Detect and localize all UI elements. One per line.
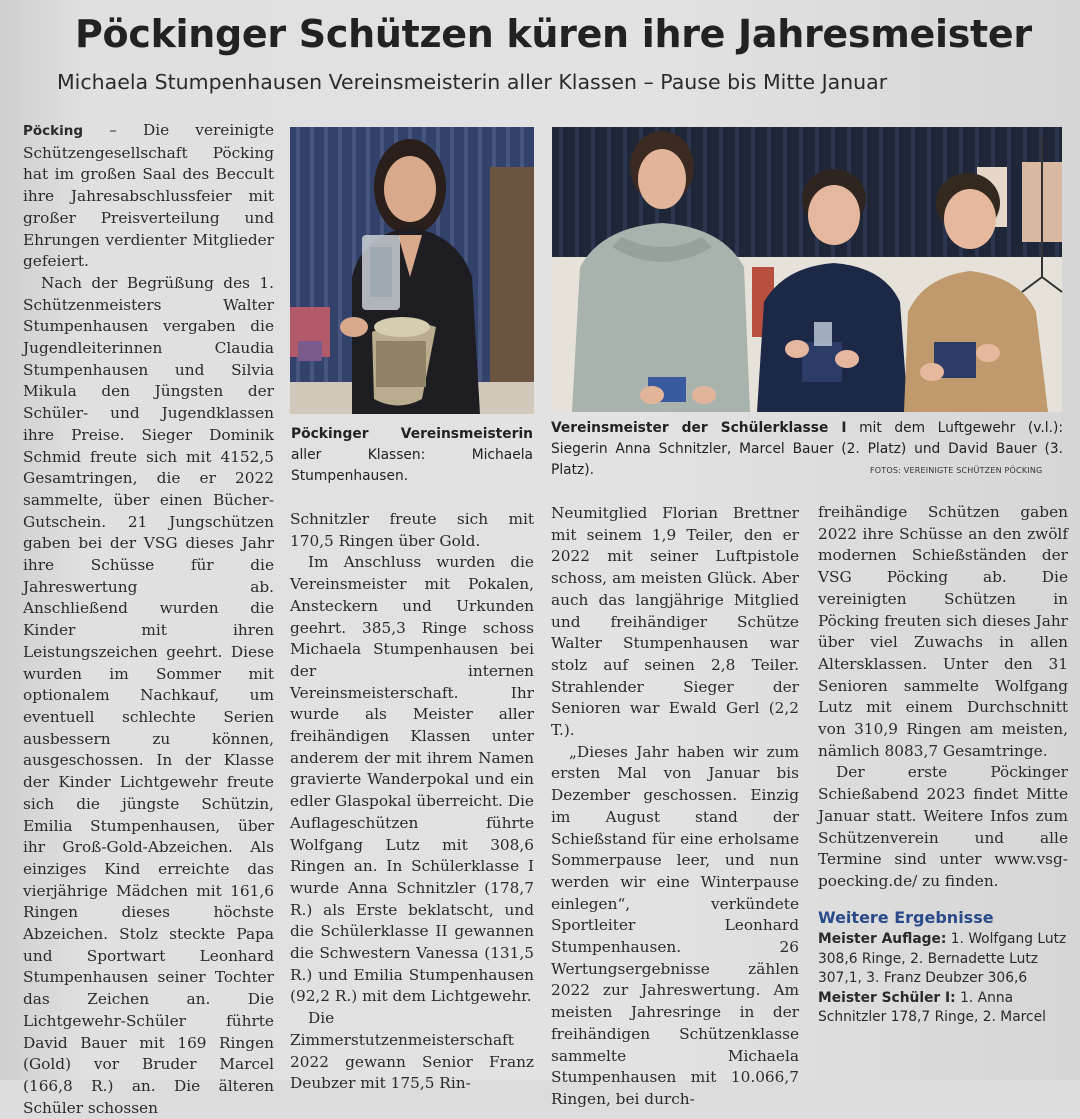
column-2-paragraph-1: Schnitzler freute sich mit 170,5 Ringen über Gold. bbox=[290, 510, 534, 550]
results-item-schueler bbox=[818, 989, 1068, 1028]
column-1-paragraph-2: Nach der Begrüßung des 1. Schützenmeisters Walter Stumpenhausen vergaben die Jugendleiterinnen Claudia Stumpenhausen und Silvia Mikula den Jüngsten der Schüler- und Jugendklassen ihre Preise. Sieger Dominik Schmid freute sich mit 4152,5 Gesamtringen, die er 2022 sammelte, über einen Bücher-Gutschein. 21 Jungschützen gaben bei der VSG dieses Jahr ihre Schüsse für die Jahreswertung ab. Anschließend wurden die Kinder mit ihren Leistungszeichen geehrt. Diese wurden im Sommer mit optionalem Nachkauf, um eventuell schlechte Serien ausbessern zu können, ausgeschossen. In der Klasse der Kinder Lichtgewehr freute sich die jüngste Schützin, Emilia Stumpenhausen, über ihr Groß-Gold-Abzeichen. Als einziges Kind erreichte das vierjährige Mädchen mit 161,6 Ringen dieses höchste Abzeichen. Stolz steckte Papa und Sportwart Leonhard Stumpenhausen seiner Tochter das Zeichen an. Die Lichtgewehr-Schüler führte David Bauer mit 169 Ringen (Gold) vor Bruder Marcel (166,8 R.) an. Die älteren Schüler schossen bbox=[23, 273, 274, 1117]
results-label-auflage: Meister Auflage: bbox=[818, 931, 947, 948]
photo-vereinsmeisterin-image bbox=[290, 127, 534, 414]
column-2-paragraph-2: Im Anschluss wurden die Vereinsmeister mit Pokalen, Ansteckern und Urkunden geehrt. 385,3 Ringe schoss Michaela Stumpenhausen bei der internen Vereinsmeisterschaft. Ihr wurde als Meister aller freihändigen Klassen unter anderem der mit ihrem Namen gravierte Wanderpokal und ein edler Glaspokal überreicht. Die Auflageschützen führte Wolfgang Lutz mit 308,6 Ringen an. In Schülerklasse I wurde Anna Schnitzler (178,7 R.) als Erste beklatscht, und die Schülerklasse II gewannen die Schwestern Vanessa (131,5 R.) und Emilia Stumpenhausen (92,2 R.) mit dem Lichtgewehr. bbox=[290, 553, 534, 1006]
results-text-auflage: 1. Wolfgang Lutz 308,6 Ringe, 2. Bernadette Lutz 307,1, 3. Franz Deubzer 306,6 bbox=[818, 931, 1067, 987]
caption-photo-1 bbox=[291, 424, 533, 487]
adjacent-column-edge bbox=[0, 125, 10, 1080]
column-3-paragraph-1: Neumitglied Florian Brettner mit seinem 1,9 Teiler, den er 2022 mit seiner Luftpistole schoss, am meisten Glück. Aber auch das langjährige Mitglied und freihändiger Schütze Walter Stumpenhausen war stolz auf seinen 2,8 Teiler. Strahlender Sieger der Senioren war Ewald Gerl (2,2 T.). bbox=[551, 504, 799, 740]
results-list bbox=[818, 930, 1068, 1028]
article-column-4 bbox=[818, 502, 1068, 1080]
caption-2-text: mit dem Luftgewehr (v.l.): Siegerin Anna Schnitzler, Marcel Bauer (2. Platz) und David Bauer (3. Platz). bbox=[551, 420, 1064, 478]
dateline: Pöcking bbox=[23, 123, 84, 139]
photo-credit: FOTOS: VEREINIGTE SCHÜTZEN PÖCKING bbox=[870, 466, 1043, 475]
article-column-1 bbox=[23, 120, 274, 1117]
article-subheadline: Michaela Stumpenhausen Vereinsmeisterin aller Klassen – Pause bis Mitte Januar bbox=[57, 70, 888, 94]
results-item-auflage bbox=[818, 930, 1068, 989]
article-column-2 bbox=[290, 509, 534, 1093]
results-label-schueler: Meister Schüler I: bbox=[818, 989, 956, 1006]
column-2-paragraph-3: Die Zimmerstutzenmeisterschaft 2022 gewann Senior Franz Deubzer mit 175,5 Rin- bbox=[290, 1009, 534, 1093]
caption-1-text: aller Klassen: Michaela Stumpenhausen. bbox=[291, 447, 533, 484]
column-4-paragraph-1: freihändige Schützen gaben 2022 ihre Schüsse an den zwölf modernen Schießständen der VSG Pöcking ab. Die vereinigten Schützen in Pöcking freuten sich dieses Jahr über viel Zuwachs in allen Altersklassen. Unter den 31 Senioren sammelte Wolfgang Lutz mit einem Durchschnitt von 310,9 Ringen am meisten, nämlich 8083,7 Gesamtringe. bbox=[818, 503, 1068, 760]
photo-vereinsmeisterin bbox=[290, 127, 534, 414]
article-headline: Pöckinger Schützen küren ihre Jahresmeister bbox=[75, 12, 1032, 56]
column-4-paragraph-2: Der erste Pöckinger Schießabend 2023 findet Mitte Januar statt. Weitere Infos zum Schützenverein und alle Termine sind unter www.vsg-poecking.de/ zu finden. bbox=[818, 763, 1068, 890]
article-column-3 bbox=[551, 503, 799, 1108]
caption-1-bold: Pöckinger Vereinsmeisterin bbox=[291, 426, 533, 442]
caption-2-bold: Vereinsmeister der Schülerklasse I bbox=[551, 420, 847, 436]
photo-schuelerklasse bbox=[552, 127, 1062, 412]
column-3-paragraph-2: „Dieses Jahr haben wir zum ersten Mal von Januar bis Dezember geschossen. Einzig im August stand der Schießstand für eine erholsame Sommerpause leer, und nun werden wir eine Winterpause einlegen“, verkündete Sportleiter Leonhard Stumpenhausen. 26 Wertungsergebnisse zählen 2022 zur Jahreswertung. Am meisten Jahresringe in der freihändigen Schützenklasse sammelte Michaela Stumpenhausen mit 10.066,7 Ringen, bei durch- bbox=[551, 742, 799, 1108]
column-1-paragraph-1: – Die vereinigte Schützengesellschaft Pöcking hat im großen Saal des Beccult ihre Jahresabschlussfeier mit großer Preisverteilung und Ehrungen verdienter Mitglieder gefeiert. bbox=[23, 121, 274, 271]
photo-schuelerklasse-image bbox=[552, 127, 1062, 412]
results-heading: Weitere Ergebnisse bbox=[818, 907, 994, 927]
results-text-schueler: 1. Anna Schnitzler 178,7 Ringe, 2. Marcel bbox=[818, 989, 1046, 1026]
